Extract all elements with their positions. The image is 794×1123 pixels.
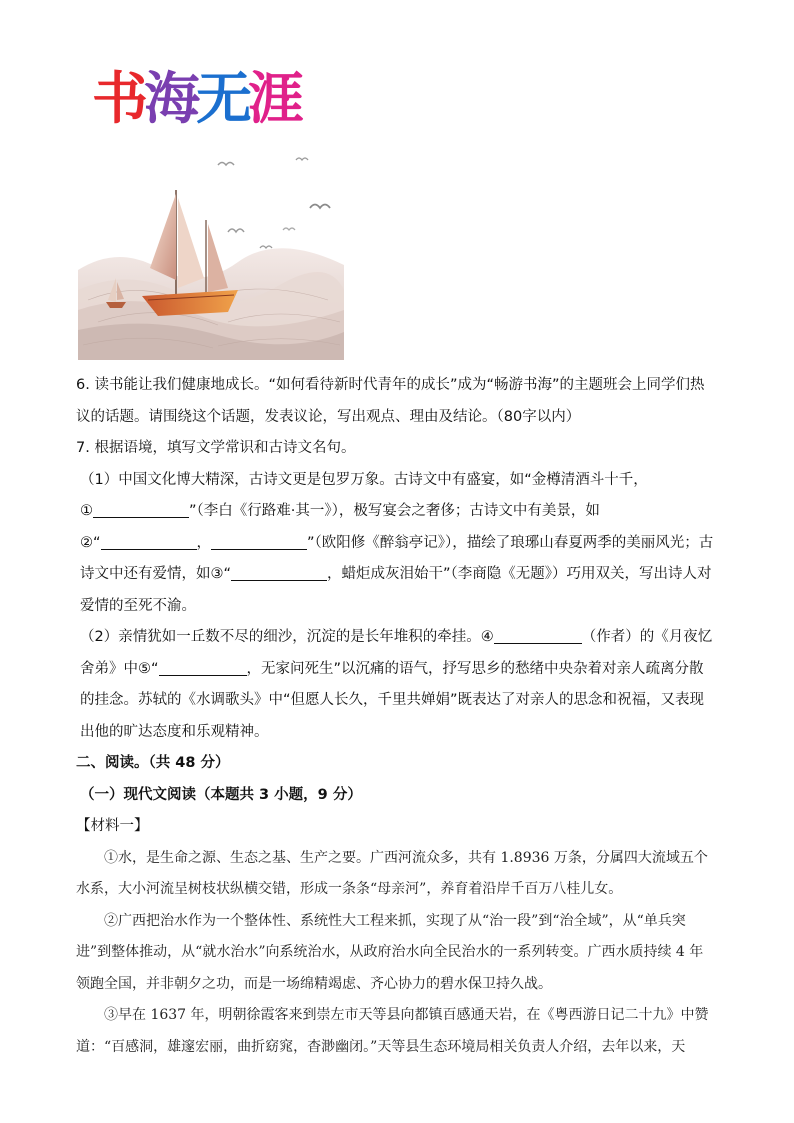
question-7-part2 [76, 622, 716, 748]
material-paragraph: ②广西把治水作为一个整体性、系统性大工程来抓，实现了从“治一段”到“治全域”，从“单兵突进”到整体推动，从“就水治水”向系统治水，从政府治水向全民治水的一系列转变。广西水质持续 4 年领跑全国，并非朝夕之功，而是一场绵精竭虑、齐心协力的碧水保卫持久战。 [76, 912, 704, 992]
text: ① [80, 503, 93, 519]
text: （1）中国文化博大精深，古诗文更是包罗万象。古诗文中有盛宴，如“金樽清酒斗十千， [80, 471, 648, 488]
logo-char: 海 [144, 67, 196, 132]
document-body [76, 370, 716, 1063]
answer-blank-1[interactable] [93, 499, 189, 518]
section-2-title: 二、阅读。（共 48 分） [76, 755, 230, 771]
answer-blank-3[interactable] [231, 562, 327, 581]
text: ”（欧阳修《醉翁亭记》），描绘了琅琊山春夏两季的美丽风光；古诗文中还有爱情，如③“ [80, 534, 714, 582]
question-7-part1 [76, 465, 716, 623]
logo-title [92, 68, 300, 132]
question-7-title: 7. 根据语境，填写文学常识和古诗文名句。 [76, 440, 356, 456]
material-1-body [76, 843, 716, 1064]
logo-char: 无 [196, 67, 248, 132]
text: （2）亲情犹如一丘数不尽的细沙，沉淀的是长年堆积的牵挂。④ [80, 629, 494, 645]
question-6: 6. 读书能让我们健康地成长。“如何看待新时代青年的成长”成为“畅游书海”的主题班会上同学们热议的话题。请围绕这个话题，发表议论，写出观点、理由及结论。（80字以内） [76, 377, 705, 425]
answer-blank-2b[interactable] [211, 531, 307, 550]
text: ，蜡炬成灰泪始干”（李商隐《无题》）巧用双关，写出诗人对爱情的至死不渝。 [80, 566, 712, 614]
material-paragraph: ③早在 1637 年，明朝徐霞客来到崇左市天等县向都镇百感通天岩，在《粤西游日记二十九》中赞道：“百感洞，雄邃宏丽，曲折窈窕，杳渺幽闭。”天等县生态环境局相关负责人介绍，去年以来，天 [76, 1007, 709, 1055]
sailing-ship-illustration-icon [78, 150, 344, 360]
subsection-1-title: （一）现代文阅读（本题共 3 小题，9 分） [80, 786, 362, 803]
text: ”（李白《行路难·其一》），极写宴会之奢侈；古诗文中有美景，如 [189, 503, 600, 519]
material-paragraph: ①水，是生命之源、生态之基、生产之要。广西河流众多，共有 1.8936 万条，分属四大流域五个水系，大小河流呈树枝状纵横交错，形成一条条“母亲河”，养育着沿岸千百万八桂儿女。 [76, 849, 708, 897]
text: （作者）的《月夜忆舍弟》中⑤“ [80, 629, 713, 677]
logo-char: 涯 [248, 67, 300, 132]
answer-blank-5[interactable] [159, 657, 247, 676]
text: ， [196, 534, 212, 551]
text: ，无家问死生”以沉痛的语气，抒写思乡的愁绪中央杂着对亲人疏离分散的挂念。苏轼的《水调歌头》中“但愿人长久，千里共婵娟”既表达了对亲人的思念和祝福，又表现出他的旷达态度和乐观精神。 [80, 660, 705, 740]
text: ②“ [80, 534, 101, 551]
answer-blank-4[interactable] [494, 625, 582, 644]
logo-char: 书 [92, 67, 144, 132]
material-1-label: 【材料一】 [76, 818, 149, 834]
answer-blank-2a[interactable] [101, 531, 197, 550]
